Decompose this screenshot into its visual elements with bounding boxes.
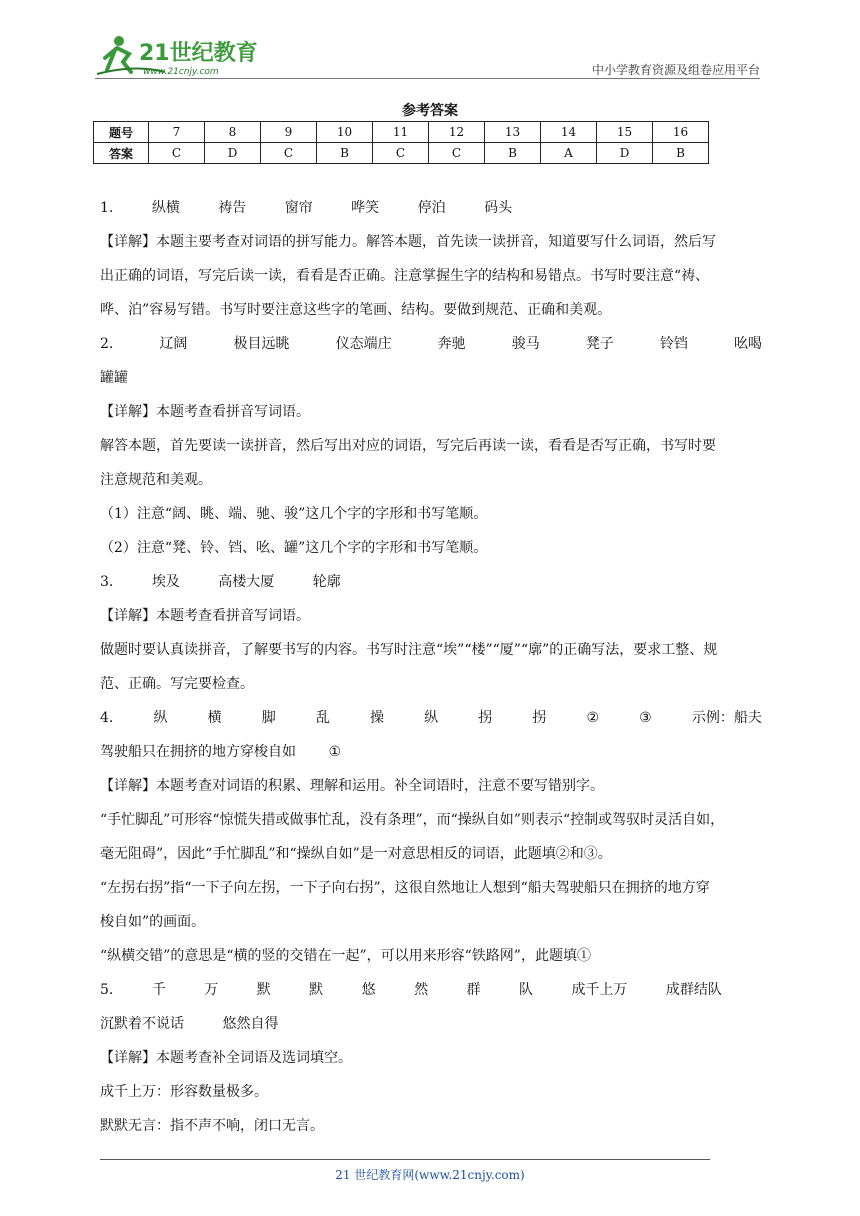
q3-answer-line (100, 569, 762, 603)
question-number: 4. (100, 710, 114, 726)
question-number: 3. (100, 574, 114, 590)
footer-divider (100, 1159, 710, 1160)
table-cell: 15 (597, 122, 653, 143)
answer-word: 哗笑 (351, 200, 380, 216)
table-cell: C (261, 143, 317, 164)
table-cell: B (485, 143, 541, 164)
explanation-line: 【详解】本题考查补全词语及选词填空。 (100, 1050, 352, 1066)
explanation-line: （2）注意“凳、铃、铛、吆、罐”这几个字的字形和书写笔顺。 (100, 540, 488, 556)
answer-word: 仪态端庄 (335, 336, 392, 352)
answer-word: 千 (151, 982, 166, 998)
table-cell: 8 (205, 122, 261, 143)
answer-word: 辽阔 (159, 336, 188, 352)
answer-word: 骏马 (511, 336, 540, 352)
site-name: 中小学教育资源及组卷应用平台 (591, 63, 760, 77)
explanation-line: 哗、泊”容易写错。书写时要注意这些字的笔画、结构。要做到规范、正确和美观。 (100, 302, 612, 318)
answer-word: ③ (639, 710, 652, 726)
explanation-line: （1）注意“阔、眺、端、驰、骏”这几个字的字形和书写笔顺。 (100, 506, 488, 522)
answer-word: ② (586, 710, 600, 726)
explanation-line: 成千上万：形容数量极多。 (100, 1084, 268, 1100)
answer-sentence: 驾驶船只在拥挤的地方穿梭自如 (100, 744, 296, 760)
table-cell: D (597, 143, 653, 164)
answer-word: 乱 (315, 710, 330, 726)
table-cell: C (373, 143, 429, 164)
answer-word: 成千上万 (571, 982, 628, 998)
answer-word: 拐 (532, 710, 547, 726)
explanation-line: 【详解】本题主要考查对词语的拼写能力。解答本题，首先读一读拼音，知道要写什么词语，然后写 (100, 234, 716, 250)
table-cell: B (317, 143, 373, 164)
explanation-line: 【详解】本题考查对词语的积累、理解和运用。补全词语时，注意不要写错别字。 (100, 778, 604, 794)
q4-answer-line (100, 705, 762, 739)
answer-word: 默 (309, 982, 324, 998)
table-cell: C (149, 143, 205, 164)
answer-word: 成群结队 (665, 982, 722, 998)
answer-word: 高楼大厦 (218, 574, 275, 590)
svg-text:21世纪教育: 21世纪教育 (139, 41, 258, 66)
answer-table (93, 121, 709, 164)
table-cell: 13 (485, 122, 541, 143)
answer-word: 纵横 (151, 200, 180, 216)
answer-word: 极目远眺 (233, 336, 290, 352)
svg-text:www.21cnjy.com: www.21cnjy.com (143, 67, 219, 77)
answer-word: 吆喝 (733, 336, 762, 352)
page-header (95, 28, 760, 80)
table-cell: A (541, 143, 597, 164)
answer-word: 然 (414, 982, 429, 998)
explanation-line: 注意规范和美观。 (100, 472, 212, 488)
q5-answer-continued (100, 1011, 762, 1045)
site-logo (95, 34, 260, 78)
explanation-line: 毫无阻碍”，因此“手忙脚乱”和“操纵自如”是一对意思相反的词语，此题填②和③。 (100, 846, 612, 862)
answer-table-row-answers (94, 143, 709, 164)
row-label-number: 题号 (94, 122, 149, 143)
answer-word: 轮廓 (312, 574, 341, 590)
answer-content (100, 195, 762, 1147)
answer-table-row-numbers (94, 122, 709, 143)
table-cell: 14 (541, 122, 597, 143)
question-number: 1. (100, 200, 114, 216)
q1-answer-line (100, 195, 762, 229)
answer-word: 悠 (361, 982, 376, 998)
header-divider (95, 78, 760, 79)
answer-word: 凳子 (585, 336, 614, 352)
answer-word: 停泊 (417, 200, 446, 216)
page-footer: 21 世纪教育网(www.21cnjy.com) (335, 1168, 525, 1182)
answer-word: 群 (466, 982, 481, 998)
explanation-line: 做题时要认真读拼音，了解要书写的内容。书写时注意“埃”“楼”“厦”“廓”的正确写法，要求工整、规 (100, 642, 718, 658)
answer-word: 脚 (261, 710, 276, 726)
table-cell: C (429, 143, 485, 164)
table-cell: B (653, 143, 709, 164)
explanation-line: 出正确的词语，写完后读一读，看看是否正确。注意掌握生字的结构和易错点。书写时要注意“祷、 (100, 268, 710, 284)
q4-answer-continued (100, 739, 762, 773)
answer-word: 拐 (478, 710, 493, 726)
table-cell: 16 (653, 122, 709, 143)
answer-word: 万 (204, 982, 219, 998)
answer-word: 队 (518, 982, 533, 998)
answer-word: 沉默着不说话 (100, 1016, 184, 1032)
table-cell: 11 (373, 122, 429, 143)
question-number: 5. (100, 982, 114, 998)
answer-word: 祷告 (218, 200, 247, 216)
answer-word: 纵 (424, 710, 439, 726)
explanation-line: 范、正确。写完要检查。 (100, 676, 254, 692)
explanation-line: 【详解】本题考查看拼音写词语。 (100, 608, 310, 624)
question-number: 2. (100, 336, 114, 352)
q5-answer-line (100, 977, 762, 1011)
q2-answer-line (100, 331, 762, 365)
table-cell: 12 (429, 122, 485, 143)
answer-word: ① (328, 744, 342, 760)
explanation-line: 解答本题，首先要读一读拼音，然后写出对应的词语，写完后再读一读，看看是否写正确，书写时要 (100, 438, 716, 454)
answer-word: 默 (256, 982, 271, 998)
table-cell: D (205, 143, 261, 164)
page-title: 参考答案 (402, 103, 458, 119)
explanation-line: 【详解】本题考查看拼音写词语。 (100, 404, 310, 420)
explanation-line: 梭自如”的画面。 (100, 914, 206, 930)
explanation-line: 默默无言：指不声不响，闭口无言。 (100, 1118, 324, 1134)
explanation-line: “纵横交错”的意思是“横的竖的交错在一起”，可以用来形容“铁路网”，此题填① (100, 948, 591, 964)
table-cell: 7 (149, 122, 205, 143)
row-label-answer: 答案 (94, 143, 149, 164)
answer-word: 码头 (484, 200, 513, 216)
answer-word: 奔驰 (437, 336, 466, 352)
answer-word: 横 (207, 710, 222, 726)
answer-word: 操 (369, 710, 384, 726)
answer-word: 窗帘 (284, 200, 313, 216)
explanation-line: “左拐右拐”指“一下子向左拐，一下子向右拐”，这很自然地让人想到“船夫驾驶船只在拥挤的地方穿 (100, 880, 710, 896)
answer-word: 悠然自得 (222, 1016, 279, 1032)
answer-word: 铃铛 (659, 336, 688, 352)
answer-word: 埃及 (151, 574, 180, 590)
answer-word-continued: 罐罐 (100, 370, 128, 386)
answer-word: 示例：船夫 (691, 710, 762, 726)
table-cell: 10 (317, 122, 373, 143)
explanation-line: “手忙脚乱”可形容“惊慌失措或做事忙乱，没有条理”，而“操纵自如”则表示“控制或驾驭时灵活自如， (100, 812, 725, 828)
answer-word: 纵 (153, 710, 168, 726)
table-cell: 9 (261, 122, 317, 143)
